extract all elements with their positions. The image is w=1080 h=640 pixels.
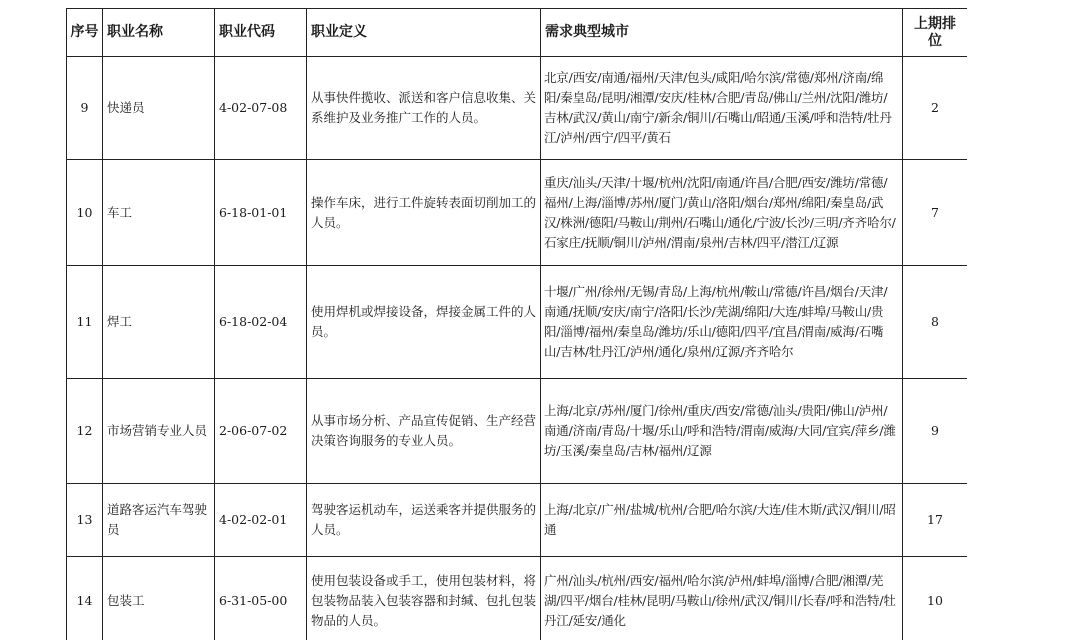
table-row (67, 266, 968, 379)
cell-occupation-code: 6-18-02-04 (215, 266, 307, 379)
cell-serial-number: 9 (67, 57, 103, 160)
cell-occupation-definition: 驾驶客运机动车，运送乘客并提供服务的人员。 (307, 484, 541, 557)
cell-typical-cities: 十堰/广州/徐州/无锡/青岛/上海/杭州/鞍山/常德/许昌/烟台/天津/南通/抚顺/安庆/南宁/洛阳/长沙/芜湖/绵阳/大连/蚌埠/马鞍山/贵阳/淄博/福州/秦皇岛/潍坊/乐山/德阳/四平/宜昌/渭南/威海/石嘴山/吉林/牡丹江/泸州/通化/泉州/辽源/齐齐哈尔 (541, 266, 903, 379)
cell-occupation-definition: 从事市场分析、产品宣传促销、生产经营决策咨询服务的专业人员。 (307, 379, 541, 484)
cell-typical-cities: 上海/北京/苏州/厦门/徐州/重庆/西安/常德/汕头/贵阳/佛山/泸州/南通/济南/青岛/十堰/乐山/呼和浩特/渭南/威海/大同/宜宾/萍乡/潍坊/玉溪/秦皇岛/吉林/福州/辽源 (541, 379, 903, 484)
cell-typical-cities: 重庆/汕头/天津/十堰/杭州/沈阳/南通/许昌/合肥/西安/潍坊/常德/福州/上海/淄博/苏州/厦门/黄山/洛阳/烟台/郑州/绵阳/秦皇岛/武汉/株洲/德阳/马鞍山/荆州/石嘴山/通化/宁波/长沙/三明/齐齐哈尔/石家庄/抚顺/铜川/泸州/渭南/泉州/吉林/四平/潜江/辽源 (541, 160, 903, 266)
cell-previous-rank: 10 (903, 557, 968, 640)
header-occupation-code: 职业代码 (215, 9, 307, 57)
cell-occupation-definition: 使用焊机或焊接设备，焊接金属工件的人员。 (307, 266, 541, 379)
cell-occupation-name: 包装工 (103, 557, 215, 640)
cell-serial-number: 11 (67, 266, 103, 379)
header-row (67, 9, 968, 57)
cell-occupation-code: 4-02-07-08 (215, 57, 307, 160)
header-occupation-definition: 职业定义 (307, 9, 541, 57)
cell-occupation-definition: 从事快件揽收、派送和客户信息收集、关系维护及业务推广工作的人员。 (307, 57, 541, 160)
cell-typical-cities: 北京/西安/南通/福州/天津/包头/咸阳/哈尔滨/常德/郑州/济南/绵阳/秦皇岛/昆明/湘潭/安庆/桂林/合肥/青岛/佛山/兰州/沈阳/潍坊/吉林/武汉/黄山/南宁/新余/铜川/石嘴山/昭通/玉溪/呼和浩特/牡丹江/泸州/西宁/四平/黄石 (541, 57, 903, 160)
cell-occupation-name: 车工 (103, 160, 215, 266)
table-row (67, 557, 968, 640)
header-occupation-name: 职业名称 (103, 9, 215, 57)
occupation-demand-table-sheet (66, 8, 967, 640)
cell-typical-cities: 上海/北京/广州/盐城/杭州/合肥/哈尔滨/大连/佳木斯/武汉/铜川/昭通 (541, 484, 903, 557)
cell-occupation-name: 市场营销专业人员 (103, 379, 215, 484)
cell-occupation-code: 6-18-01-01 (215, 160, 307, 266)
occupation-demand-table (66, 8, 967, 640)
cell-serial-number: 13 (67, 484, 103, 557)
header-previous-rank-line1: 上期排 (914, 15, 956, 32)
cell-occupation-definition: 操作车床，进行工件旋转表面切削加工的人员。 (307, 160, 541, 266)
cell-typical-cities: 广州/汕头/杭州/西安/福州/哈尔滨/泸州/蚌埠/淄博/合肥/湘潭/芜湖/四平/烟台/桂林/昆明/马鞍山/徐州/武汉/铜川/长春/呼和浩特/牡丹江/延安/通化 (541, 557, 903, 640)
cell-previous-rank: 7 (903, 160, 968, 266)
cell-serial-number: 10 (67, 160, 103, 266)
cell-occupation-name: 道路客运汽车驾驶员 (103, 484, 215, 557)
cell-occupation-name: 焊工 (103, 266, 215, 379)
header-serial-number: 序号 (67, 9, 103, 57)
table-row (67, 57, 968, 160)
cell-serial-number: 12 (67, 379, 103, 484)
cell-serial-number: 14 (67, 557, 103, 640)
cell-occupation-code: 6-31-05-00 (215, 557, 307, 640)
header-typical-cities: 需求典型城市 (541, 9, 903, 57)
table-row (67, 379, 968, 484)
cell-occupation-code: 4-02-02-01 (215, 484, 307, 557)
cell-previous-rank: 8 (903, 266, 968, 379)
cell-occupation-definition: 使用包装设备或手工，使用包装材料，将包装物品装入包装容器和封缄、包扎包装物品的人员。 (307, 557, 541, 640)
cell-occupation-code: 2-06-07-02 (215, 379, 307, 484)
header-previous-rank (903, 9, 968, 57)
cell-occupation-name: 快递员 (103, 57, 215, 160)
header-previous-rank-line2: 位 (928, 32, 942, 49)
cell-previous-rank: 2 (903, 57, 968, 160)
table-row (67, 484, 968, 557)
table-row (67, 160, 968, 266)
cell-previous-rank: 9 (903, 379, 968, 484)
cell-previous-rank: 17 (903, 484, 968, 557)
